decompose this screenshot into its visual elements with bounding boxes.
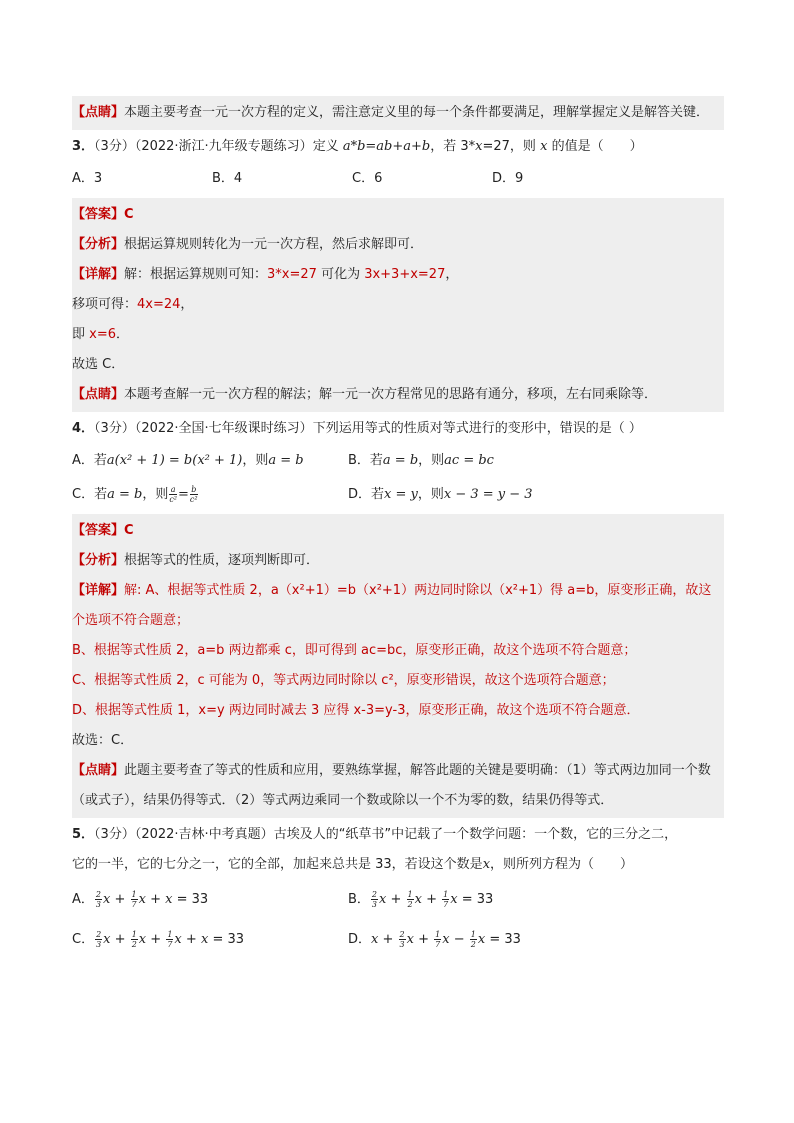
q4-stem: 4．（3分）（2022·全国·七年级课时练习）下列运用等式的性质对等式进行的变形中，错误的是（ ）	[72, 421, 642, 436]
q4-xiangjie: 【详解】解: A、根据等式性质 2，a（x²+1）=b（x²+1）两边同时除以（x²+1）得 a=b，原变形正确，故这个选项不符合题意；	[72, 583, 712, 628]
q4-options-row1	[72, 444, 724, 478]
q4-xiangjie-b: B、根据等式性质 2，a=b 两边都乘 c，即可得到 ac=bc，原变形正确，故这个选项不符合题意；	[72, 643, 637, 658]
q5-option-c: C． $\frac{2}{3}$ x + $\frac{1}{2}$ x + $\frac{1}{7}$ x + x = 33	[72, 930, 245, 949]
q5-option-b: B． $\frac{2}{3}$ x + $\frac{1}{2}$ x + $\frac{1}{7}$ x = 33	[348, 890, 494, 909]
q4-answer: 【答案】C	[72, 523, 134, 538]
q3-dianjing: 【点睛】本题考查解一元一次方程的解法；解一元一次方程常见的思路有通分，移项，左右同乘除等．	[72, 387, 658, 402]
q3-step3: 即 x=6．	[72, 327, 130, 342]
q4-conclusion: 故选：C．	[72, 733, 134, 748]
fraction: $\frac{1}{2}$	[131, 930, 137, 949]
page-content	[72, 94, 724, 960]
q2-dianjing-text: 本题主要考查一元一次方程的定义，需注意定义里的每一个条件都要满足，理解掌握定义是解答关键．	[124, 105, 710, 120]
q3-option-c: C．6	[352, 171, 383, 186]
fraction: $\frac{1}{7}$	[443, 890, 449, 909]
q3-answer: 【答案】C	[72, 207, 134, 222]
q3-stem: 3．（3分）（2022·浙江·九年级专题练习）定义 a*b=ab+a+b，若 3*x=27，则 x 的值是（ ）	[72, 139, 643, 154]
q3-xiangjie: 【详解】解：根据运算规则可知：3*x=27 可化为 3x+3+x=27，	[72, 267, 459, 282]
fraction: $\frac{2}{3}$	[371, 890, 378, 909]
fraction: $\frac{2}{3}$	[95, 890, 101, 909]
q3-option-d: D．9	[492, 171, 524, 186]
q4-xiangjie-d: D、根据等式性质 1，x=y 两边同时减去 3 应得 x-3=y-3，原变形正确，故这个选项不符合题意．	[72, 703, 640, 718]
q5-option-d: D．x + $\frac{2}{3}$ x + $\frac{1}{7}$ x − $\frac{1}{2}$ x = 33	[348, 930, 521, 949]
q4-option-b: B．若a = b，则ac = bc	[348, 453, 494, 468]
q4-option-d: D．若x = y，则x − 3 = y − 3	[348, 487, 533, 502]
q3-option-b: B．4	[212, 171, 243, 186]
q2-dianjing-block	[72, 96, 724, 130]
q4-xiangjie-c: C、根据等式性质 2，c 可能为 0，等式两边同时除以 c²，原变形错误，故这个选项符合题意；	[72, 673, 615, 688]
q5-options-row2	[72, 920, 724, 960]
q4-option-a: A．若a(x² + 1) = b(x² + 1)，则a = b	[72, 453, 304, 468]
fraction: $\frac{1}{2}$	[407, 890, 413, 909]
fraction: $\frac{2}{3}$	[399, 930, 405, 949]
q3-solution	[72, 198, 724, 412]
q3-step2: 移项可得：4x=24，	[72, 297, 194, 312]
fraction: $\frac{b}{\text{c²}}$	[189, 485, 198, 504]
fraction: $\frac{1}{7}$	[435, 930, 441, 949]
q4-options-row2	[72, 478, 724, 512]
q3-fenxi: 【分析】根据运算规则转化为一元一次方程，然后求解即可．	[72, 237, 424, 252]
q3-option-a: A．3	[72, 171, 103, 186]
fraction: $\frac{1}{7}$	[167, 930, 173, 949]
q3-options	[72, 162, 724, 196]
q4-fenxi: 【分析】根据等式的性质，逐项判断即可．	[72, 553, 320, 568]
fraction: $\frac{1}{7}$	[131, 890, 137, 909]
q5-options-row1	[72, 880, 724, 920]
q4-option-c: C．若a = b，则 $\frac{a}{\text{c²}}$ = $\frac{b}{\text{c²}}$	[72, 485, 198, 504]
q2-dianjing-tag: 【点睛】	[72, 105, 125, 120]
fraction: $\frac{a}{\text{c²}}$	[169, 485, 178, 504]
fraction: $\frac{2}{3}$	[96, 930, 102, 949]
q4-dianjing: 【点睛】此题主要考查了等式的性质和应用，要熟练掌握，解答此题的关键是要明确：（1）等式两边加同一个数（或式子），结果仍得等式．（2）等式两边乘同一个数或除以一个不为零的数，结果仍得等式．	[72, 763, 711, 808]
q4-solution	[72, 514, 724, 818]
q3-conclusion: 故选 C．	[72, 357, 125, 372]
q5-option-a: A． $\frac{2}{3}$ x + $\frac{1}{7}$ x + x = 33	[72, 890, 209, 909]
q5-stem-line1: 5．（3分）（2022·吉林·中考真题）古埃及人的“纸草书”中记载了一个数学问题：一个数，它的三分之二，	[72, 827, 678, 842]
fraction: $\frac{1}{2}$	[470, 930, 476, 949]
q5-stem-line2: 它的一半，它的七分之一，它的全部，加起来总共是 33，若设这个数是x，则所列方程为（ ）	[72, 857, 634, 872]
